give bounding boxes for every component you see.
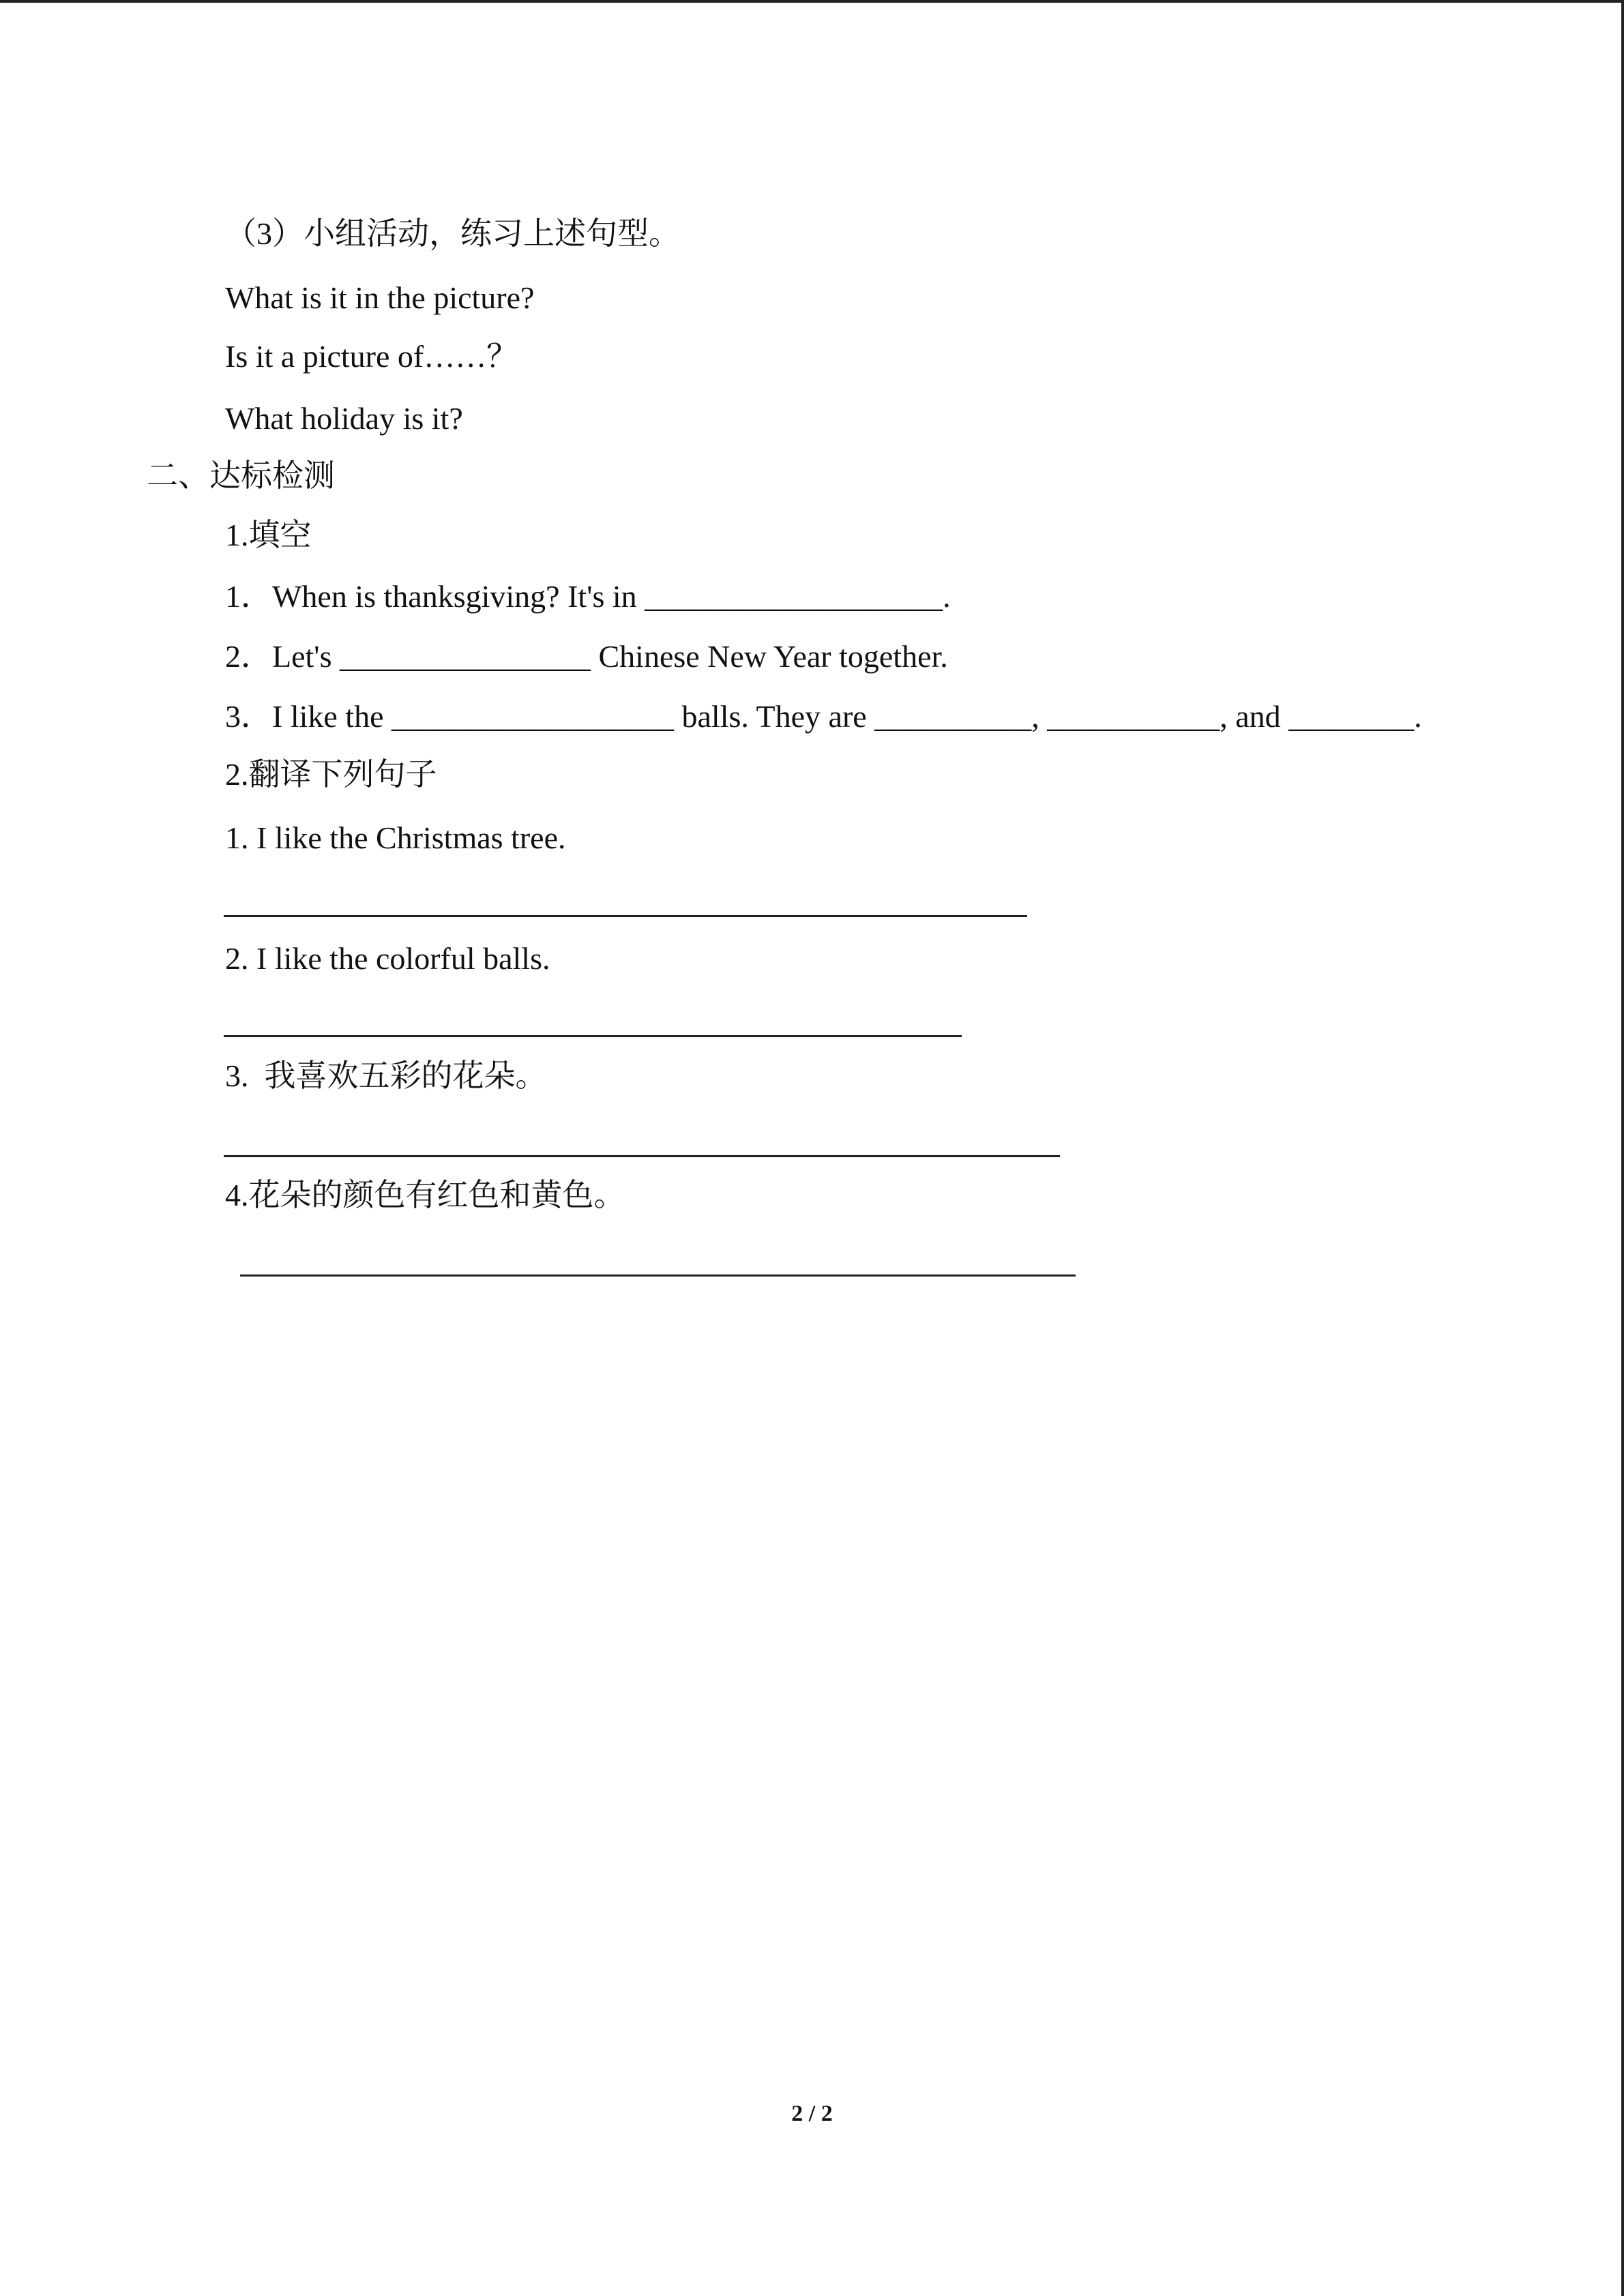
- translate-item-4: 4.花朵的颜色有红色和黄色。: [225, 1178, 625, 1212]
- fill-blank-item-2: 2．Let's ________________ Chinese New Year together.: [225, 639, 948, 674]
- translate-answer-line-3: [224, 1155, 1060, 1157]
- fill-blank-item-1: 1．When is thanksgiving? It's in ___________________.: [225, 579, 951, 614]
- fill-blank-item-3: 3．I like the __________________ balls. They are __________, ___________, and ________.: [225, 699, 1422, 734]
- page-border-right: [1621, 0, 1624, 2296]
- translate-heading: 2.翻译下列句子: [225, 757, 437, 792]
- translate-answer-line-4: [240, 1274, 1076, 1277]
- pattern-2: Is it a picture of……？: [225, 339, 518, 374]
- activity-step: （3）小组活动，练习上述句型。: [225, 216, 680, 251]
- pattern-3: What holiday is it?: [225, 401, 463, 436]
- translate-answer-line-2: [224, 1035, 962, 1037]
- translate-item-2: 2. I like the colorful balls.: [225, 941, 550, 976]
- pattern-1: What is it in the picture?: [225, 280, 535, 315]
- page-number: 2 / 2: [791, 2101, 833, 2126]
- translate-item-1: 1. I like the Christmas tree.: [225, 820, 566, 855]
- page-border-top: [0, 0, 1624, 3]
- fill-blank-heading: 1.填空: [225, 518, 312, 552]
- section-heading: 二、达标检测: [147, 458, 335, 493]
- translate-answer-line-1: [224, 915, 1027, 917]
- translate-item-3: 3. 我喜欢五彩的花朵。: [225, 1058, 547, 1093]
